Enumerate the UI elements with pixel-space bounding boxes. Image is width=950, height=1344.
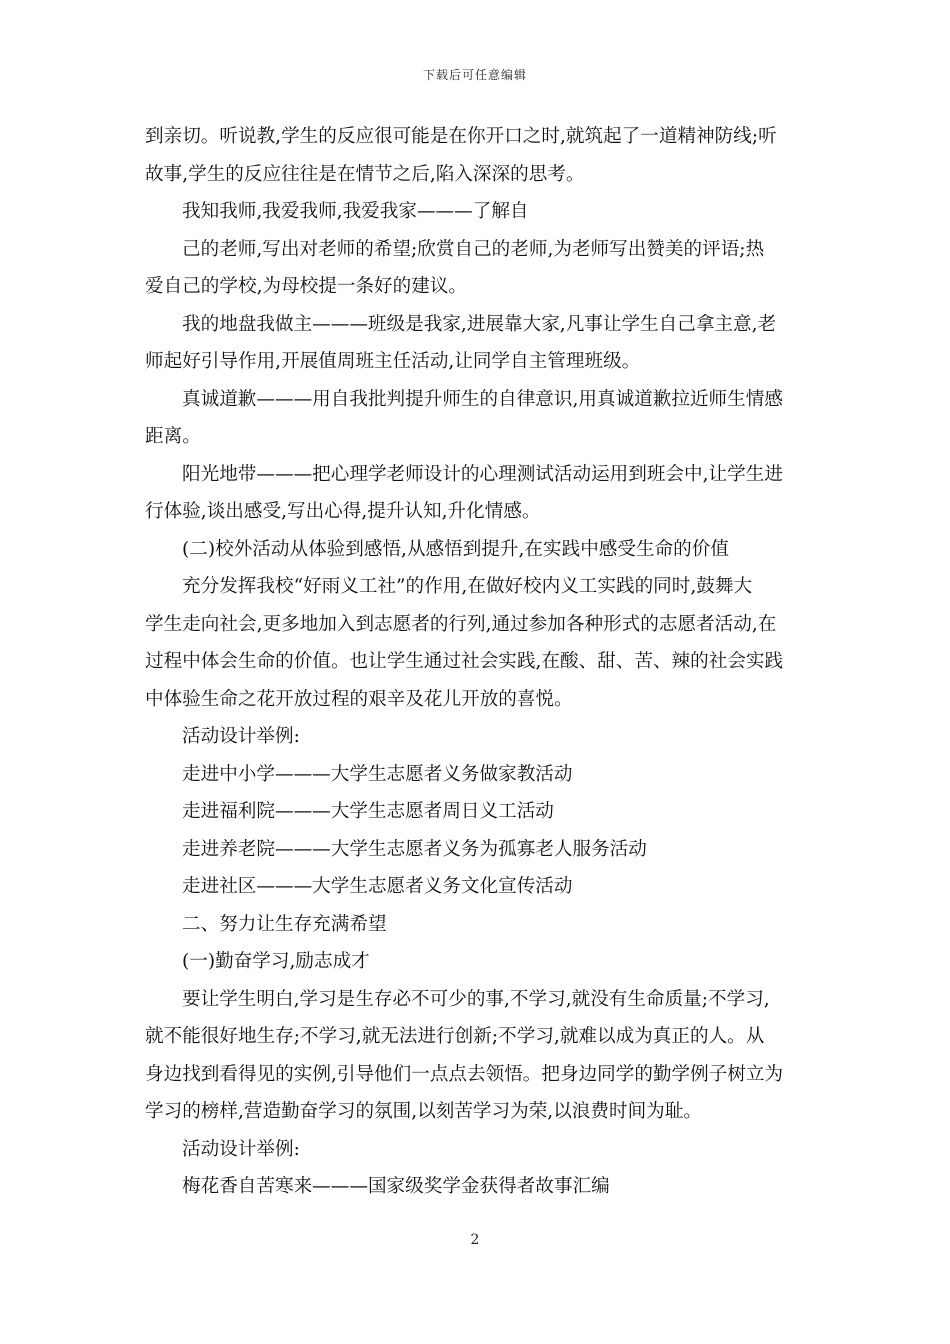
text-line: 学生走向社会,更多地加入到志愿者的行列,通过参加各种形式的志愿者活动,在 <box>145 613 777 635</box>
text-line: 己的老师,写出对老师的希望;欣赏自己的老师,为老师写出赞美的评语;热 <box>182 238 765 260</box>
list-item: 走进中小学———大学生志愿者义务做家教活动 <box>182 763 573 785</box>
text-line: 中体验生命之花开放过程的艰辛及花儿开放的喜悦。 <box>145 688 573 710</box>
text-line: 活动设计举例: <box>182 726 300 747</box>
list-item: 走进社区———大学生志愿者义务文化宣传活动 <box>182 876 573 897</box>
text-line: 活动设计举例: <box>182 1138 300 1160</box>
text-line: 就不能很好地生存;不学习,就无法进行创新;不学习,就难以成为真正的人。从 <box>145 1026 765 1047</box>
list-item: 走进养老院———大学生志愿者义务为孤寡老人服务活动 <box>182 838 647 860</box>
text-line: 到亲切。听说教,学生的反应很可能是在你开口之时,就筑起了一道精神防线;听 <box>145 126 777 147</box>
text-line: 故事,学生的反应往往是在情节之后,陷入深深的思考。 <box>145 163 585 185</box>
text-line: 距离。 <box>145 426 201 447</box>
text-line: 爱自己的学校,为母校提一条好的建议。 <box>145 276 468 297</box>
text-line: 行体验,谈出感受,写出心得,提升认知,升化情感。 <box>145 501 541 522</box>
text-line: 充分发挥我校“好雨义工社”的作用,在做好校内义工实践的同时,鼓舞大 <box>182 576 753 597</box>
section-heading: (一)勤奋学习,励志成才 <box>182 951 370 972</box>
page-header: 下载后可任意编辑 <box>422 68 527 82</box>
document-body <box>145 118 810 1206</box>
text-line: 学习的榜样,营造勤奋学习的氛围,以刻苦学习为荣,以浪费时间为耻。 <box>145 1101 702 1122</box>
list-item: 梅花香自苦寒来———国家级奖学金获得者故事汇编 <box>182 1176 610 1197</box>
text-line: 师起好引导作用,开展值周班主任活动,让同学自主管理班级。 <box>145 351 641 372</box>
text-line: 我知我师,我爱我师,我爱我家———了解自 <box>182 201 529 222</box>
text-line: 身边找到看得见的实例,引导他们一点点去领悟。把身边同学的勤学例子树立为 <box>145 1063 784 1085</box>
list-item: 走进福利院———大学生志愿者周日义工活动 <box>182 801 554 822</box>
text-line: 真诚道歉———用自我批判提升师生的自律意识,用真诚道歉拉近师生情感 <box>182 388 783 410</box>
text-line: 我的地盘我做主———班级是我家,进展靠大家,凡事让学生自己拿主意,老 <box>182 313 777 335</box>
page-number: 2 <box>470 1232 480 1248</box>
text-line: 阳光地带———把心理学老师设计的心理测试活动运用到班会中,让学生进 <box>182 463 783 485</box>
section-heading: 二、努力让生存充满希望 <box>182 913 387 935</box>
text-line: 要让学生明白,学习是生存必不可少的事,不学习,就没有生命质量;不学习, <box>182 988 770 1010</box>
section-heading: (二)校外活动从体验到感悟,从感悟到提升,在实践中感受生命的价值 <box>182 538 729 560</box>
text-line: 过程中体会生命的价值。也让学生通过社会实践,在酸、甜、苦、辣的社会实践 <box>145 651 784 672</box>
